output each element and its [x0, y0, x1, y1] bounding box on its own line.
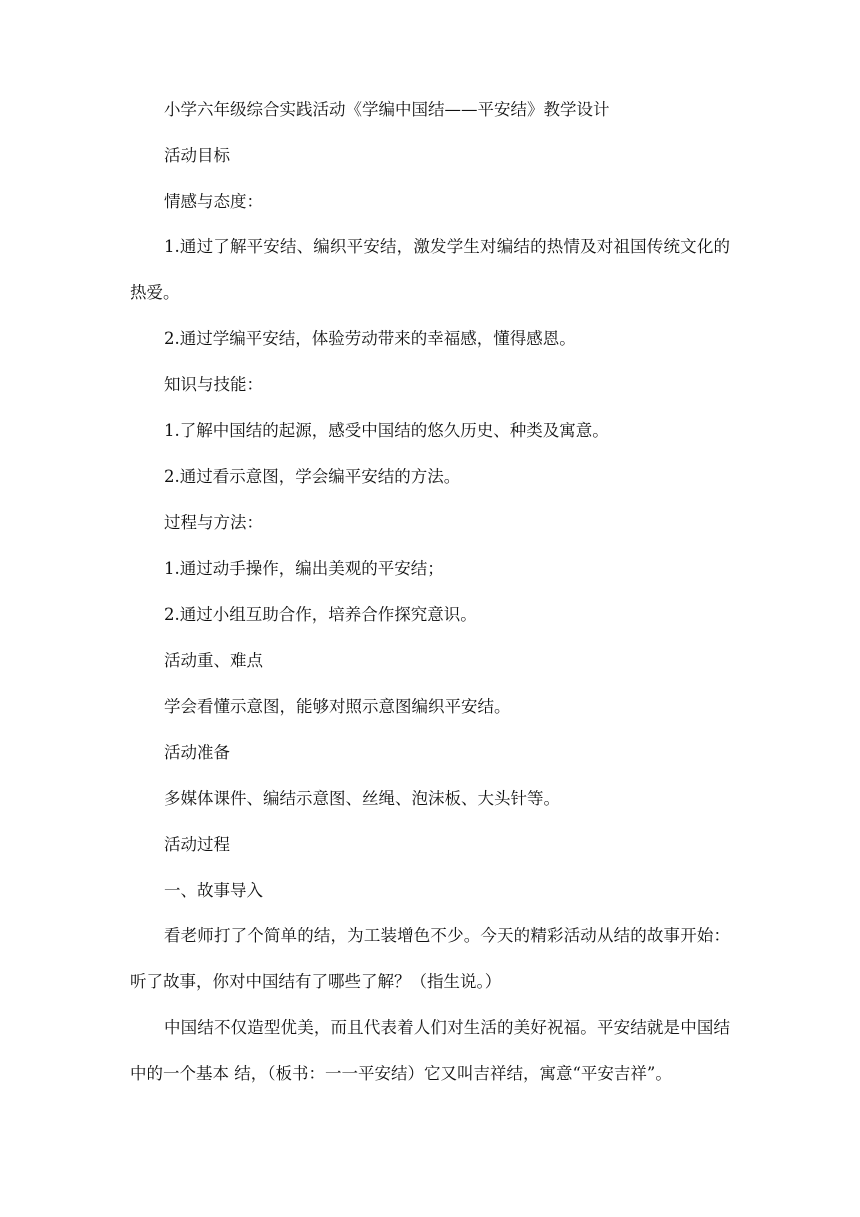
- paragraph-key-points: 学会看懂示意图，能够对照示意图编织平安结。: [164, 697, 511, 716]
- section-heading-key-points: 活动重、难点: [164, 651, 263, 670]
- paragraph-story: 看老师打了个简单的结，为工装增色不少。今天的精彩活动从结的故事开始：听了故事，你对中国结有了哪些了解？（指生说。）: [130, 926, 730, 991]
- paragraph-process-2: 2.通过小组互助合作，培养合作探究意识。: [164, 605, 477, 624]
- subheading-story-intro: 一、故事导入: [164, 881, 263, 900]
- paragraph-attitude-2: 2.通过学编平安结，体验劳动带来的幸福感，懂得感恩。: [164, 329, 576, 348]
- paragraph-chinese-knot: 中国结不仅造型优美，而且代表着人们对生活的美好祝福。平安结就是中国结中的一个基本 结，（板书：一一平安结）它又叫吉祥结，寓意“平安吉祥”。: [130, 1018, 730, 1083]
- paragraph-process-1: 1.通过动手操作，编出美观的平安结；: [164, 559, 444, 578]
- section-heading-process: 活动过程: [164, 835, 230, 854]
- document-title: 小学六年级综合实践活动《学编中国结——平安结》教学设计: [164, 100, 610, 119]
- section-heading-goals: 活动目标: [164, 146, 230, 165]
- paragraph-knowledge-1: 1.了解中国结的起源，感受中国结的悠久历史、种类及寓意。: [164, 421, 609, 440]
- paragraph-knowledge-2: 2.通过看示意图，学会编平安结的方法。: [164, 467, 461, 486]
- subheading-knowledge: 知识与技能：: [164, 375, 263, 394]
- subheading-attitude: 情感与态度：: [164, 192, 263, 211]
- document-body: [130, 98, 730, 1108]
- paragraph-preparation: 多媒体课件、编结示意图、丝绳、泡沫板、大头针等。: [164, 789, 560, 808]
- subheading-process: 过程与方法：: [164, 513, 263, 532]
- paragraph-attitude-1: 1.通过了解平安结、编织平安结，激发学生对编结的热情及对祖国传统文化的热爱。: [130, 237, 730, 302]
- section-heading-preparation: 活动准备: [164, 743, 230, 762]
